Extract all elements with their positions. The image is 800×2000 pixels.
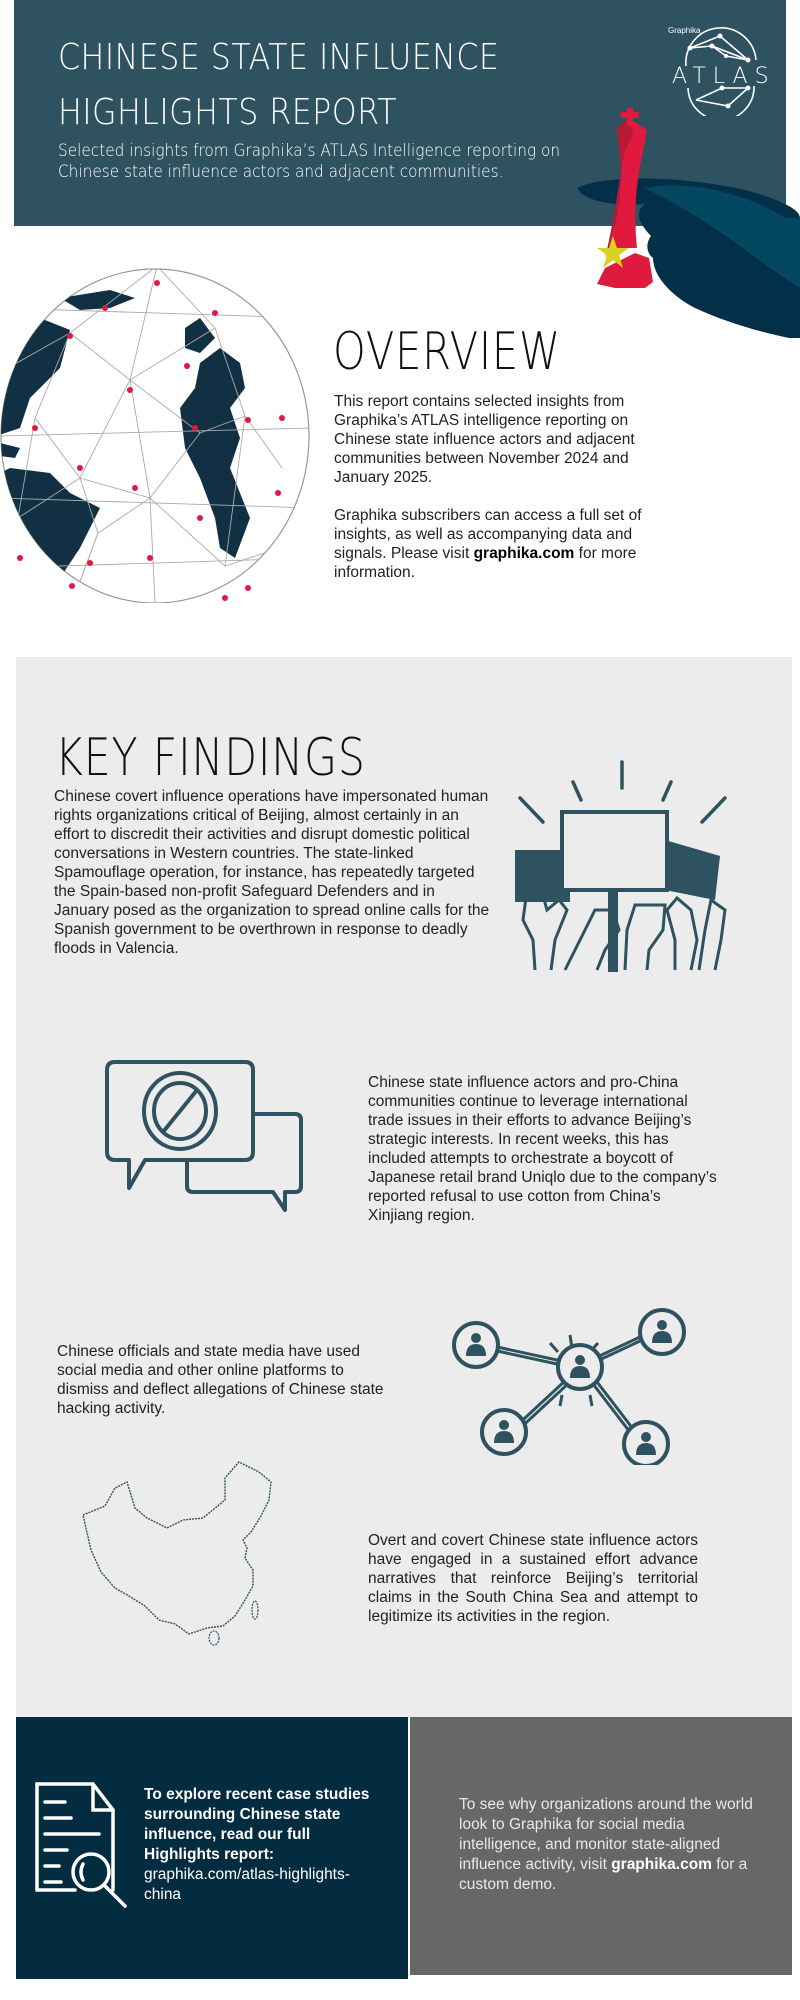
finding-3-text: Chinese officials and state media have used social media and other online platforms to dismiss and deflect allegations of Chinese state hacking activity. [57,1343,384,1417]
page-title [58,30,551,140]
cta-report-text [144,1785,384,1905]
overview-paragraph-1: This report contains selected insights from Graphika’s ATLAS intelligence reporting on Chinese state influence actors and adjacent communities between November 2024 and January 2025. [334,393,635,486]
overview-text: Graphika subscribers can access a full set of insights, as well as accompanying data and signals. Please visit [334,507,642,562]
key-findings-title: KEY FINDINGS [55,728,366,788]
cta-demo-copy: To see why organizations around the world look to Graphika for social media intelligence, and monitor state-aligned influence activity, visit [459,1796,753,1873]
graphika-demo-link[interactable]: graphika.com [611,1856,712,1873]
overview-body [334,392,664,601]
protest-signs-icon [515,760,730,972]
china-map-outline-icon [75,1460,315,1660]
finding-2-text: Chinese state influence actors and pro-China communities continue to leverage international trade issues in their efforts to advance Beijing’s strategic interests. In recent weeks, this has included attempts to orchestrate a boycott of Japanese retail brand Uniqlo due to the company’s reported refusal to use cotton from China’s Xinjiang region. [368,1074,717,1224]
hand-holding-chess-king-icon [545,108,800,338]
overview-title: OVERVIEW [333,322,561,382]
atlas-logo [668,26,776,116]
overview-text: for more information. [334,545,637,581]
finding-4-text: Overt and covert Chinese state influence actors have engaged in a sustained effort advance narratives that reinforce Beijing’s territorial claims in the South China Sea and attempt to legitimize its activities in the region. [368,1532,698,1625]
document-search-icon [33,1780,143,1910]
people-network-icon [440,1300,695,1465]
graphika-link[interactable]: graphika.com [473,545,575,562]
title-line-1: CHINESE STATE INFLUENCE [58,37,500,78]
finding-1-text: Chinese covert influence operations have impersonated human rights organizations critical of Beijing, almost certainly in an effort to discredit their activities and disrupt domestic political conversations in Western countries. The state-linked Spamouflage operation, for instance, has repeatedly targeted the Spain-based non-profit Safeguard Defenders and in January posed as the organization to spread online calls for the Spanish government to be overthrown in response to deadly floods in Valencia. [54,788,490,957]
title-line-2: HIGHLIGHTS REPORT [58,92,398,133]
page-subtitle: Selected insights from Graphika’s ATLAS Intelligence reporting on Chinese state influence actors and adjacent communities. [58,141,561,182]
chat-prohibited-icon [105,1060,310,1230]
highlights-report-link[interactable]: graphika.com/atlas-highlights-china [144,1866,350,1903]
logo-brand: Graphika [668,26,701,35]
logo-product: ATLAS [672,64,776,89]
cta-demo-text [459,1795,759,1895]
network-globe-icon [0,268,310,603]
cta-demo-copy-end: for a custom demo. [459,1856,748,1893]
cta-report-heading: To explore recent case studies surrounding Chinese state influence, read our full Highlights report: [144,1786,370,1863]
overview-paragraph-2 [334,506,664,582]
